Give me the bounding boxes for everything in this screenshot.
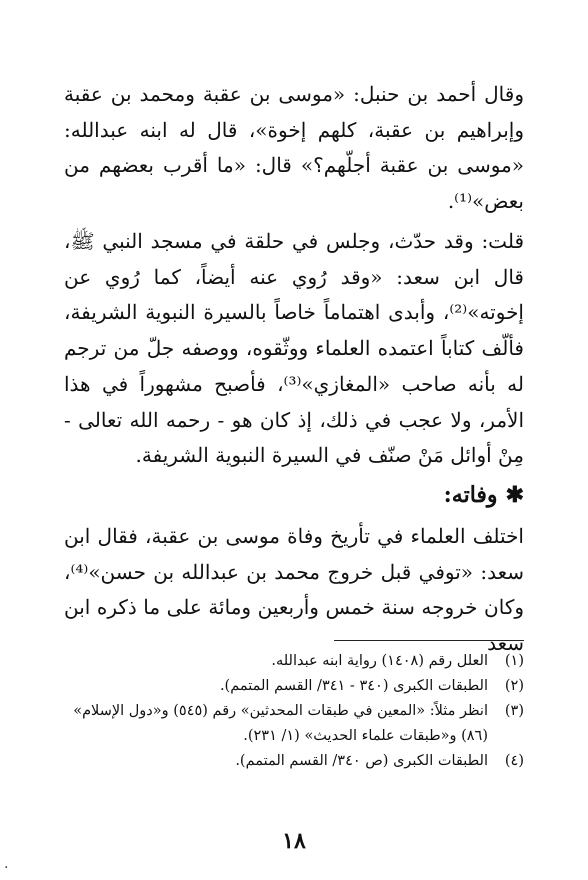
footnote-text: انظر مثلاً: «المعين في طبقات المحدثين» رقم (٥٤٥) و«دول الإسلام» (٨٦) و«طبقات علماء الحديث» (١/ ٢٣١). <box>73 703 488 744</box>
page-number: ١٨ <box>282 828 306 854</box>
paragraph-ahmad-quote: وقال أحمد بن حنبل: «موسى بن عقبة ومحمد بن عقبة وإبراهيم بن عقبة، كلهم إخوة»، قال له ابنه عبدالله: «موسى بن عقبة أجلّهم؟» قال: «ما أقرب بعضهم من بعض»⁽¹⁾. <box>64 82 524 214</box>
footnote-number: (١) <box>504 653 524 669</box>
corner-mark: . <box>4 856 9 872</box>
paragraph-hadith-and-sira: قلت: وقد حدّث، وجلس في حلقة في مسجد النبي ﷺ، قال ابن سعد: «وقد رُوي عنه أيضاً، كما رُوي عن إخوته»⁽²⁾، وأبدى اهتماماً خاصاً بالسيرة النبوية الشريفة، فألّف كتاباً اعتمده العلماء ووثّقوه، ووصفه جلّ من ترجم له بأنه صاحب «المغازي»⁽³⁾، فأصبح مشهوراً في هذا الأمر، ولا عجب في ذلك، إذ كان هو - رحمه الله تعالى - مِنْ أوائل مَنْ صنّف في السيرة النبوية الشريفة. <box>64 229 524 468</box>
footnote-item <box>64 699 524 749</box>
footnote-item <box>64 749 524 774</box>
asterisk-icon: ✱ <box>505 482 524 508</box>
paragraph-death-date: اختلف العلماء في تأريخ وفاة موسى بن عقبة، فقال ابن سعد: «توفي قبل خروج محمد بن عبدالله بن حسن»⁽⁴⁾، وكان خروجه سنة خمس وأربعين ومائة على ما ذكره ابن سعد <box>64 524 524 656</box>
footnote-number: (٤) <box>504 753 524 769</box>
footnote-separator <box>334 640 524 641</box>
footnote-number: (٣) <box>504 703 524 719</box>
footnote-text: الطبقات الكبرى (ص ٣٤٠/ القسم المتمم). <box>235 753 488 769</box>
footnote-item <box>64 674 524 699</box>
footnote-text: العلل رقم (١٤٠٨) رواية ابنه عبدالله. <box>271 653 488 669</box>
section-heading-death <box>444 480 524 510</box>
footnote-text: الطبقات الكبرى (٣٤٠ - ٣٤١/ القسم المتمم). <box>219 678 488 694</box>
footnote-item <box>64 649 524 674</box>
footnotes-list <box>64 649 524 774</box>
section-heading-title: وفاته: <box>443 482 498 508</box>
footnote-number: (٢) <box>504 678 524 694</box>
